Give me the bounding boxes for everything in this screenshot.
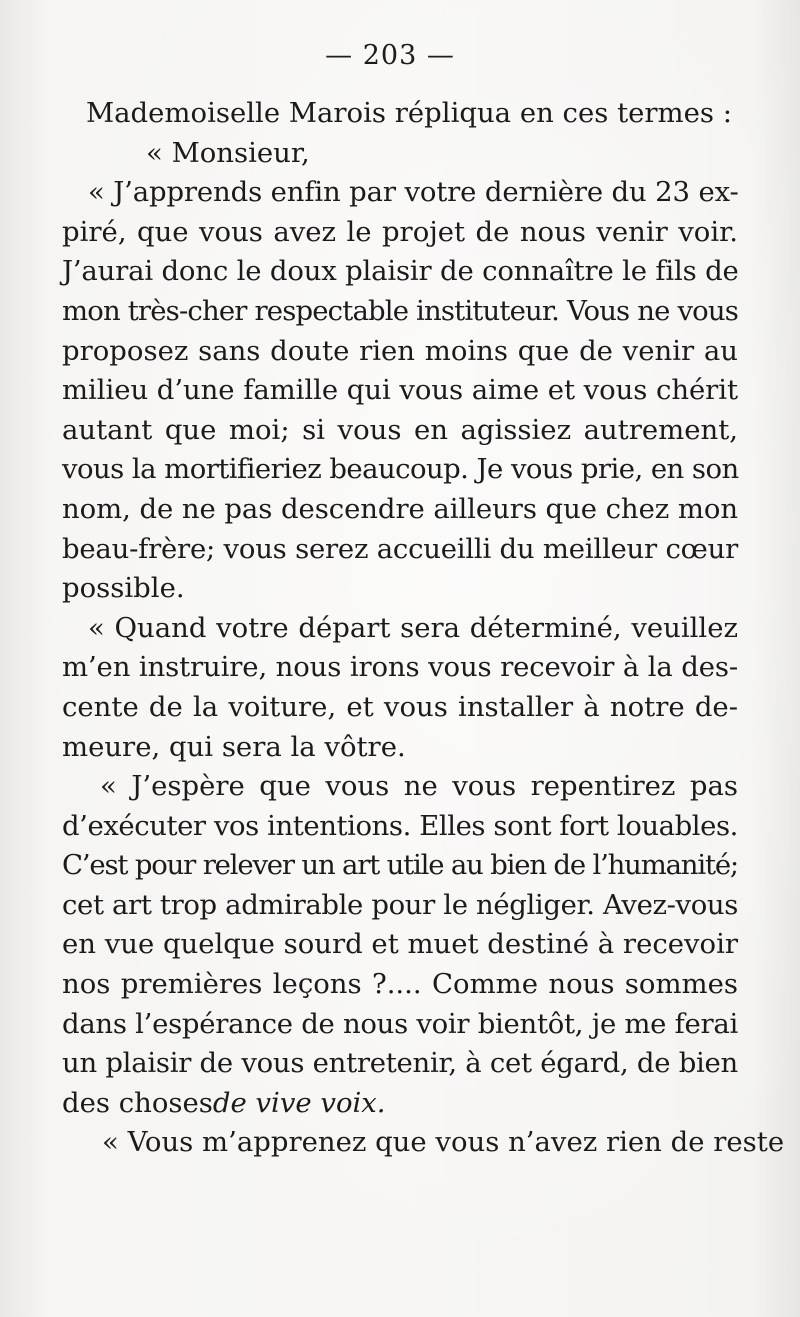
text-line [62, 846, 738, 886]
line-text: milieu d’une famille qui vous aime et vous chérit [62, 374, 738, 407]
line-text: C’est pour relever un art utile au bien de l’humanité; [62, 849, 738, 882]
line-text: m’en instruire, nous irons vous recevoir à la des- [62, 651, 738, 684]
text-line [62, 173, 738, 213]
text-line [62, 688, 738, 728]
body-text [62, 94, 785, 1163]
line-text: d’exécuter vos intentions. Elles sont fort louables. [62, 809, 738, 842]
line-text: dans l’espérance de nous voir bientôt, je me ferai [62, 1007, 738, 1040]
line-text: piré, que vous avez le projet de nous venir voir. [62, 215, 738, 248]
text-line [62, 1084, 738, 1124]
text-line [62, 965, 738, 1005]
text-line [62, 371, 738, 411]
line-text: un plaisir de vous entretenir, à cet égard, de bien [62, 1047, 738, 1080]
line-text: en vue quelque sourd et muet destiné à recevoir [62, 928, 739, 961]
line-text: des choses [62, 1086, 213, 1119]
line-text: « J’espère que vous ne vous repentirez pas [100, 770, 738, 803]
line-text: mon très-cher respectable instituteur. Vous ne vous [62, 294, 738, 327]
line-text: « Monsieur, [146, 136, 310, 169]
text-line [62, 1123, 785, 1163]
line-text: « Quand votre départ sera déterminé, veuillez [88, 611, 738, 644]
line-text: nos premières leçons ?.... Comme nous sommes [62, 968, 738, 1001]
text-line [62, 728, 738, 768]
line-text: beau-frère; vous serez accueilli du meilleur cœur [62, 532, 738, 565]
text-line [62, 886, 738, 926]
line-text: Mademoiselle Marois répliqua en ces termes : [86, 97, 733, 129]
line-text: meure, qui sera la vôtre. [62, 730, 406, 763]
text-line [62, 1044, 738, 1084]
text-line [62, 213, 738, 253]
line-text: proposez sans doute rien moins que de venir au [62, 334, 738, 367]
line-text: cet art trop admirable pour le négliger. Avez-vous [62, 888, 738, 921]
text-line [62, 609, 738, 649]
text-line [62, 648, 738, 688]
line-text: J’aurai donc le doux plaisir de connaître le fils de [62, 255, 739, 288]
page-number: — 203 — [325, 40, 455, 71]
text-line [62, 767, 738, 807]
text-line [62, 925, 738, 965]
text-line [62, 252, 738, 292]
line-text: « J’apprends enfin par votre dernière du 23 ex- [88, 176, 739, 209]
line-text: possible. [62, 572, 185, 605]
line-text: cente de la voiture, et vous installer à notre de- [62, 690, 738, 723]
line-text: vous la mortifieriez beaucoup. Je vous prie, en son [62, 453, 739, 486]
text-line [62, 134, 738, 174]
text-line [62, 94, 738, 134]
text-line [62, 332, 738, 372]
line-text: autant que moi; si vous en agissiez autrement, [62, 413, 738, 446]
text-line [62, 569, 738, 609]
text-line [62, 411, 738, 451]
text-line [62, 1005, 738, 1045]
line-text: « Vous m’apprenez que vous n’avez rien de reste [102, 1126, 785, 1159]
text-line [62, 450, 738, 490]
line-text: nom, de ne pas descendre ailleurs que chez mon [62, 492, 738, 525]
italic-phrase: de vive voix. [212, 1086, 386, 1119]
text-line [62, 490, 738, 530]
text-line [62, 807, 738, 847]
text-line [62, 292, 738, 332]
text-line [62, 530, 738, 570]
